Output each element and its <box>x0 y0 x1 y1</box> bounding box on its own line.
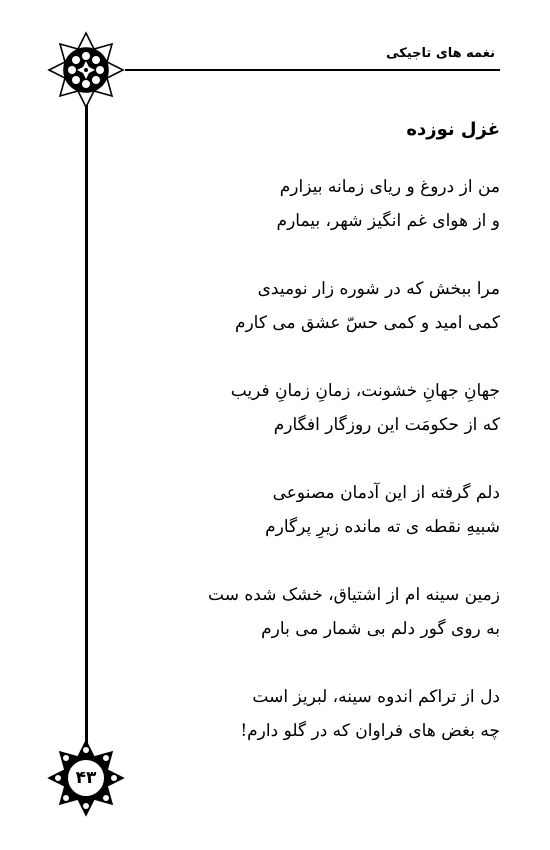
verse-line: و از هوای غم انگیز شهر، بیمارم <box>276 211 500 231</box>
margin-rule <box>85 100 88 750</box>
verse-line: دلم گرفته از این آدمان مصنوعی <box>272 483 500 503</box>
running-title: نغمه های تاجیکی <box>386 46 495 61</box>
page-number: ۴۳ <box>75 768 97 788</box>
rosette-ornament-icon <box>47 31 125 109</box>
verse-line: کمی امید و کمی حسّ عشق می کارم <box>234 313 500 333</box>
stanza <box>160 578 500 646</box>
poem-title: غزل نوزده <box>406 119 500 140</box>
verse-line: شبیهِ نقطه ی ته مانده زیرِ پرگارم <box>265 517 500 537</box>
verse-line: من از دروغ و ریای زمانه بیزارم <box>279 177 500 197</box>
header-rule <box>125 69 500 71</box>
poem <box>160 116 500 782</box>
stanza <box>160 680 500 748</box>
verse-line: جهانِ جهانِ خشونت، زمانِ زمانِ فریب <box>230 381 500 401</box>
verse-line: که از حکومَت این روزگار افگارم <box>273 415 500 435</box>
stanza <box>160 170 500 238</box>
stanza <box>160 374 500 442</box>
stanza <box>160 272 500 340</box>
verse-line: مرا ببخش که در شوره زار نومیدی <box>257 279 500 299</box>
verse-line: به روی گور دلم بی شمار می بارم <box>261 619 500 639</box>
stanza <box>160 476 500 544</box>
verse-line: دل از تراکم اندوه سینه، لبریز است <box>252 687 500 707</box>
verse-line: زمین سینه ام از اشتیاق، خشک شده ست <box>208 585 500 605</box>
verse-line: چه بغض های فراوان که در گلو دارم! <box>240 721 500 741</box>
